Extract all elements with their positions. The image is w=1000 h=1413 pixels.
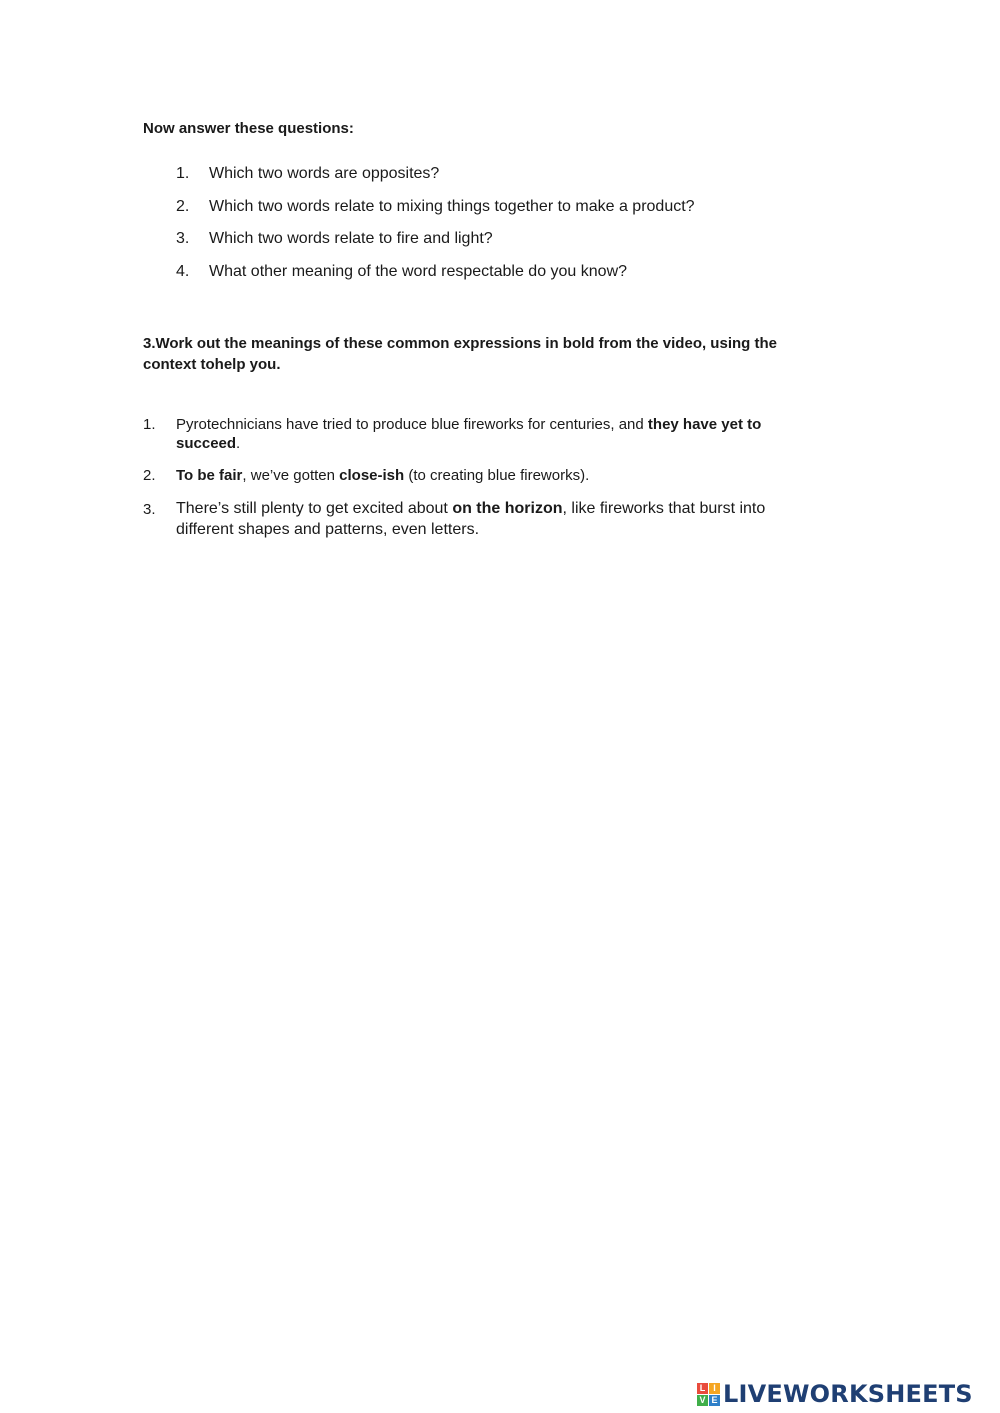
liveworksheets-logo[interactable] (697, 1378, 973, 1410)
list-number: 3. (176, 230, 190, 247)
expression-bold: they have yet to (647, 416, 762, 433)
expression-bold: To be fair (176, 467, 243, 484)
expression-text (176, 466, 589, 485)
logo-text: LIVEWORKSHEETS (723, 1380, 973, 1408)
expression-plain: , we’ve gotten (242, 467, 340, 484)
list-number: 1. (143, 416, 156, 433)
section-b-title-line: 3.Work out the meanings of these common expressions in bold from the video, using the (143, 335, 777, 352)
expression-plain: (to creating blue fireworks). (404, 467, 590, 484)
expression-plain: There’s still plenty to get excited about (176, 500, 453, 517)
expression-plain: . (236, 435, 241, 452)
question-text: Which two words relate to fire and light? (209, 230, 493, 247)
expression-plain: , like fireworks that burst into (562, 500, 766, 517)
expression-plain: different shapes and patterns, even letters. (176, 521, 480, 538)
list-number: 4. (176, 263, 190, 280)
list-number: 2. (176, 198, 190, 215)
logo-tile: I (709, 1383, 720, 1394)
list-number: 2. (143, 467, 156, 484)
logo-tiles-icon (697, 1383, 720, 1406)
list-number: 3. (143, 501, 156, 518)
question-text: Which two words are opposites? (209, 165, 440, 182)
question-text: What other meaning of the word respectable do you know? (209, 263, 628, 280)
logo-tile: E (709, 1395, 720, 1406)
section-b-title-line: context tohelp you. (143, 356, 281, 373)
section-a-title: Now answer these questions: (143, 120, 354, 137)
expression-bold: on the horizon (452, 500, 563, 517)
expression-text (176, 498, 856, 540)
section-b-title (143, 333, 777, 375)
expression-text (176, 415, 836, 453)
question-text: Which two words relate to mixing things together to make a product? (209, 198, 695, 215)
logo-tile: L (697, 1383, 708, 1394)
expression-bold: succeed (176, 435, 237, 452)
logo-tile: V (697, 1395, 708, 1406)
expression-plain: Pyrotechnicians have tried to produce blue fireworks for centuries, and (176, 416, 648, 433)
expression-bold: close-ish (339, 467, 405, 484)
list-number: 1. (176, 165, 190, 182)
